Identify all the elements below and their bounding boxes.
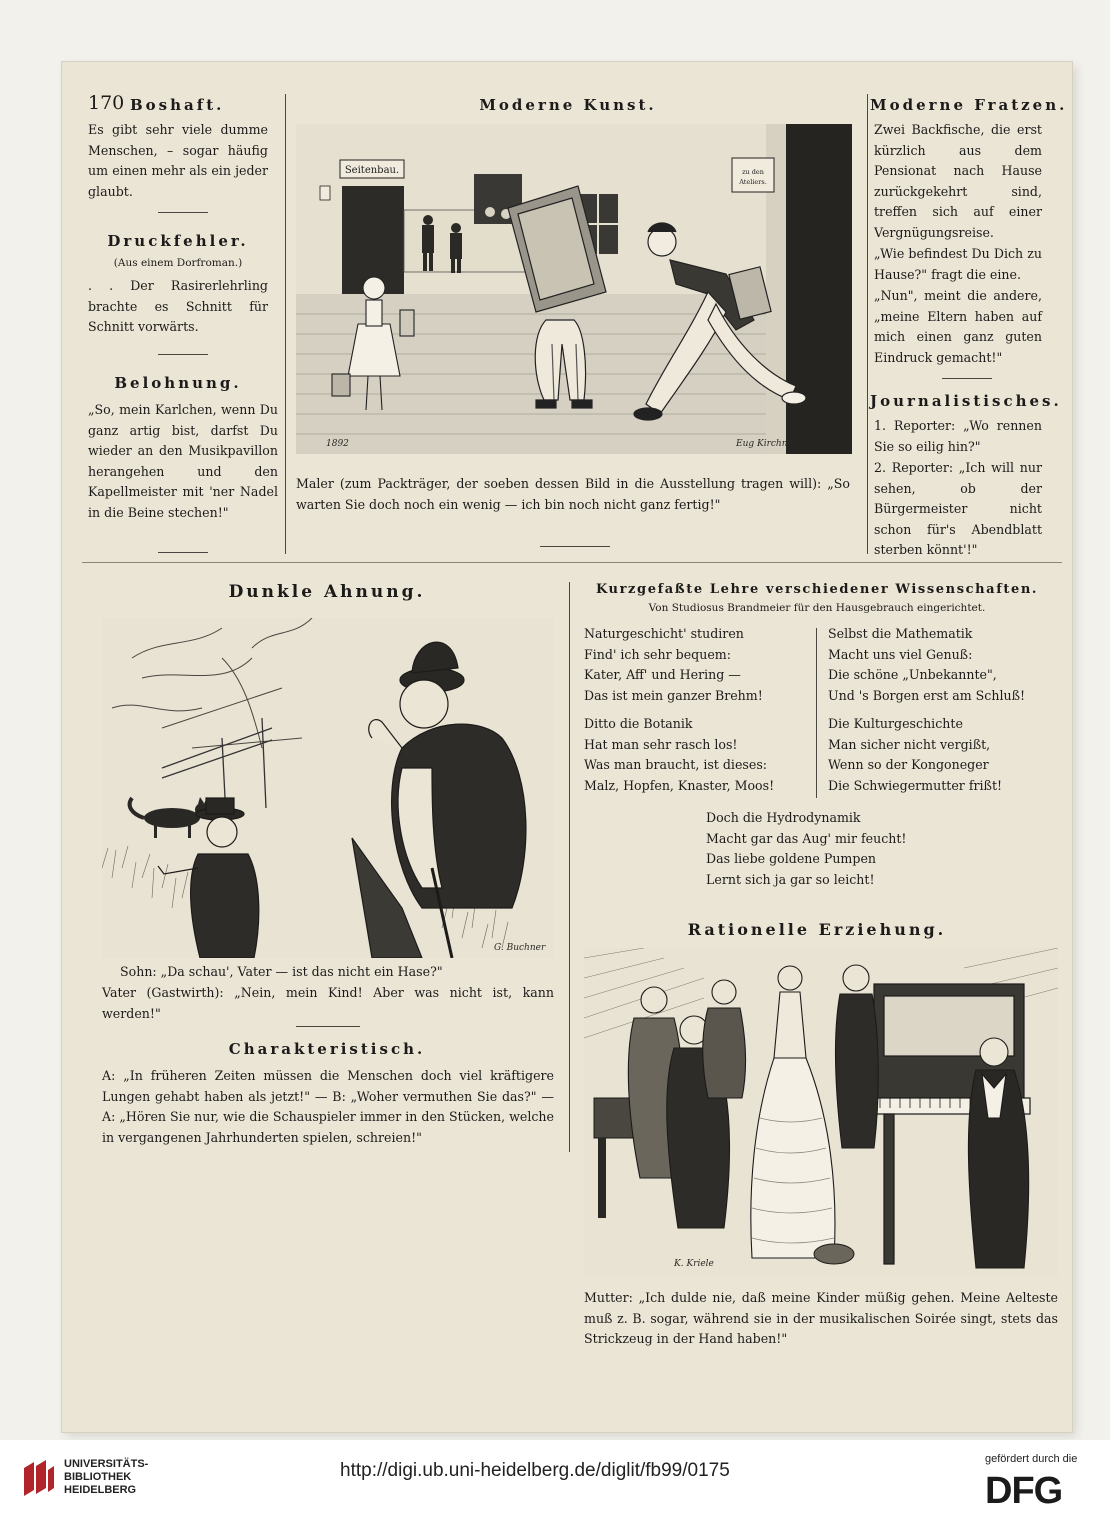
moderne-kunst-caption: Maler (zum Packträger, der soeben dessen Bild in die Ausstellung tragen will): „So warten Sie doch noch ein wenig — ich bin noch nicht ganz fertig!" (296, 476, 850, 512)
svg-text:Ateliers.: Ateliers. (739, 178, 767, 186)
belohnung-text: „So, mein Karlchen, wenn Du ganz artig bist, darfst Du wieder an den Musikpavillon herangehen und den Kapellmeister mit 'ner Nadel in die Beine stechen!" (88, 402, 278, 520)
rationelle-illustration (584, 948, 1058, 1276)
poem-line: Ditto die Botanik (584, 716, 693, 731)
column-rule (285, 94, 286, 554)
divider (158, 552, 208, 553)
poem-line: Find' ich sehr bequem: (584, 646, 731, 662)
poem-left-column (584, 624, 814, 796)
dunkle-ahnung-caption1: Sohn: „Da schau', Vater — ist das nicht ein Hase?" (120, 964, 443, 979)
poem-line: Das liebe goldene Pumpen (706, 851, 877, 866)
journalistisches-title: Journalistisches. (870, 392, 1062, 410)
funded-by-label: gefördert durch die (985, 1453, 1078, 1465)
svg-text:1892: 1892 (326, 439, 349, 449)
charakteristisch-text: A: „In früheren Zeiten müssen die Menschen doch viel kräftigere Lungen gehabt haben als jetzt!" — B: „Woher vermuthen Sie das?" — A: „Hören Sie nur, wie die Schauspieler immer in den Stücken, welche in vergangenen Jahrhunderten spielen, schreien!" (102, 1068, 554, 1145)
poem-line: Macht uns viel Genuß: (828, 646, 973, 662)
magazine-page (62, 62, 1072, 1432)
poem-line: Kater, Aff' und Hering — (584, 667, 741, 682)
svg-text:zu den: zu den (742, 168, 764, 176)
divider (540, 546, 610, 547)
rationelle-title: Rationelle Erziehung. (687, 920, 947, 939)
moderne-kunst-illustration (296, 124, 852, 454)
boshaft-text: Es gibt sehr viele dumme Menschen, – sogar häufig um einen mehr als ein jeder glaubt. (88, 122, 268, 199)
poem-line: Macht gar das Aug' mir feucht! (706, 830, 907, 846)
poem-stanza-right-2 (828, 714, 1058, 796)
poem-line: Die Schwiegermutter frißt! (828, 777, 1003, 793)
poem-line: Hat man sehr rasch los! (584, 736, 738, 752)
moderne-fratzen-title: Moderne Fratzen. (870, 96, 1068, 114)
poem-line: Wenn so der Kongoneger (828, 757, 989, 772)
divider (158, 212, 208, 213)
rationelle-caption: Mutter: „Ich dulde nie, daß meine Kinder müßig gehen. Meine Aelteste muß z. B. sogar, während sie in der musikalischen Soirée singt, stets das Strickzeug in der Hand haben!" (584, 1290, 1058, 1346)
poem-stanza-right-1 (828, 624, 1058, 706)
column-rule (569, 582, 570, 1152)
moderne-kunst-signature: Eug Kirchner (736, 439, 798, 449)
poem-line: Was man braucht, ist dieses: (584, 757, 768, 772)
column-rule (867, 94, 868, 554)
moderne-fratzen-answer: „Nun", meint die andere, „meine Eltern haben auf mich einen ganz guten Eindruck gemacht!" (874, 288, 1042, 365)
divider (296, 1026, 360, 1027)
university-name: UNIVERSITÄTS- BIBLIOTHEK HEIDELBERG (64, 1458, 149, 1496)
university-logo-icon (18, 1456, 58, 1502)
page-number: 170 (88, 92, 125, 114)
druckfehler-title: Druckfehler. (107, 232, 249, 250)
charakteristisch-title: Charakteristisch. (228, 1040, 426, 1058)
dunkle-ahnung-title: Dunkle Ahnung. (228, 582, 426, 602)
source-url-link[interactable]: http://digi.ub.uni-heidelberg.de/diglit/fb99/0175 (340, 1460, 730, 1481)
sign-seitenbau-text: Seitenbau. (344, 165, 400, 176)
poem-line: Doch die Hydrodynamik (706, 810, 861, 825)
poem-line: Die Kulturgeschichte (828, 716, 963, 731)
moderne-fratzen-question: „Wie befindest Du Dich zu Hause?" fragt die eine. (874, 246, 1042, 282)
belohnung-title: Belohnung. (114, 374, 242, 392)
journalistisches-line2: 2. Reporter: „Ich will nur sehen, ob der Bürgermeister nicht schon für's Abendblatt sterben könnt'!" (874, 460, 1042, 557)
poem-line: Und 's Borgen erst am Schluß! (828, 687, 1026, 703)
poem-line: Selbst die Mathematik (828, 626, 973, 641)
rationelle-signature: K. Kriele (674, 1259, 714, 1269)
poem-line: Das ist mein ganzer Brehm! (584, 687, 763, 703)
poem-line: Lernt sich ja gar so leicht! (706, 871, 875, 887)
druckfehler-subtitle: (Aus einem Dorfroman.) (113, 257, 243, 269)
moderne-fratzen-text: Zwei Backfische, die erst kürzlich aus dem Pensionat nach Hause zurückgekehrt sind, treffen sich auf einer Vergnügungsreise. (874, 122, 1042, 240)
druckfehler-text: . . Der Rasirerlehrling brachte es Schnitt für Schnitt vorwärts. (88, 278, 268, 334)
dunkle-ahnung-caption2: Vater (Gastwirth): „Nein, mein Kind! Aber was nicht ist, kann werden!" (102, 985, 554, 1021)
section-separator (82, 562, 1062, 563)
footer-bar (0, 1440, 1110, 1532)
poem-divider (816, 628, 817, 798)
dunkle-ahnung-signature: G. Buchner (494, 943, 546, 953)
poem-line: Man sicher nicht vergißt, (828, 736, 991, 752)
boshaft-title: Boshaft. (130, 96, 225, 114)
poem-stanza-left-2 (584, 714, 814, 796)
dfg-logo: DFG (985, 1470, 1063, 1512)
journalistisches-line1: 1. Reporter: „Wo rennen Sie so eilig hin?" (874, 418, 1042, 454)
dunkle-ahnung-illustration (102, 618, 554, 958)
divider (158, 354, 208, 355)
kurzgefasste-title: Kurzgefaßte Lehre verschiedener Wissenschaften. (595, 582, 1039, 597)
poem-line: Naturgeschicht' studiren (584, 626, 744, 641)
divider (942, 378, 992, 379)
poem-stanza-left-1 (584, 624, 814, 706)
kurzgefasste-subtitle: Von Studiosus Brandmeier für den Hausgebrauch eingerichtet. (648, 602, 986, 614)
poem-center-stanza (706, 808, 946, 890)
moderne-kunst-title: Moderne Kunst. (479, 96, 657, 114)
poem-line: Die schöne „Unbekannte", (828, 667, 997, 682)
poem-line: Malz, Hopfen, Knaster, Moos! (584, 777, 775, 793)
poem-right-column (828, 624, 1058, 796)
